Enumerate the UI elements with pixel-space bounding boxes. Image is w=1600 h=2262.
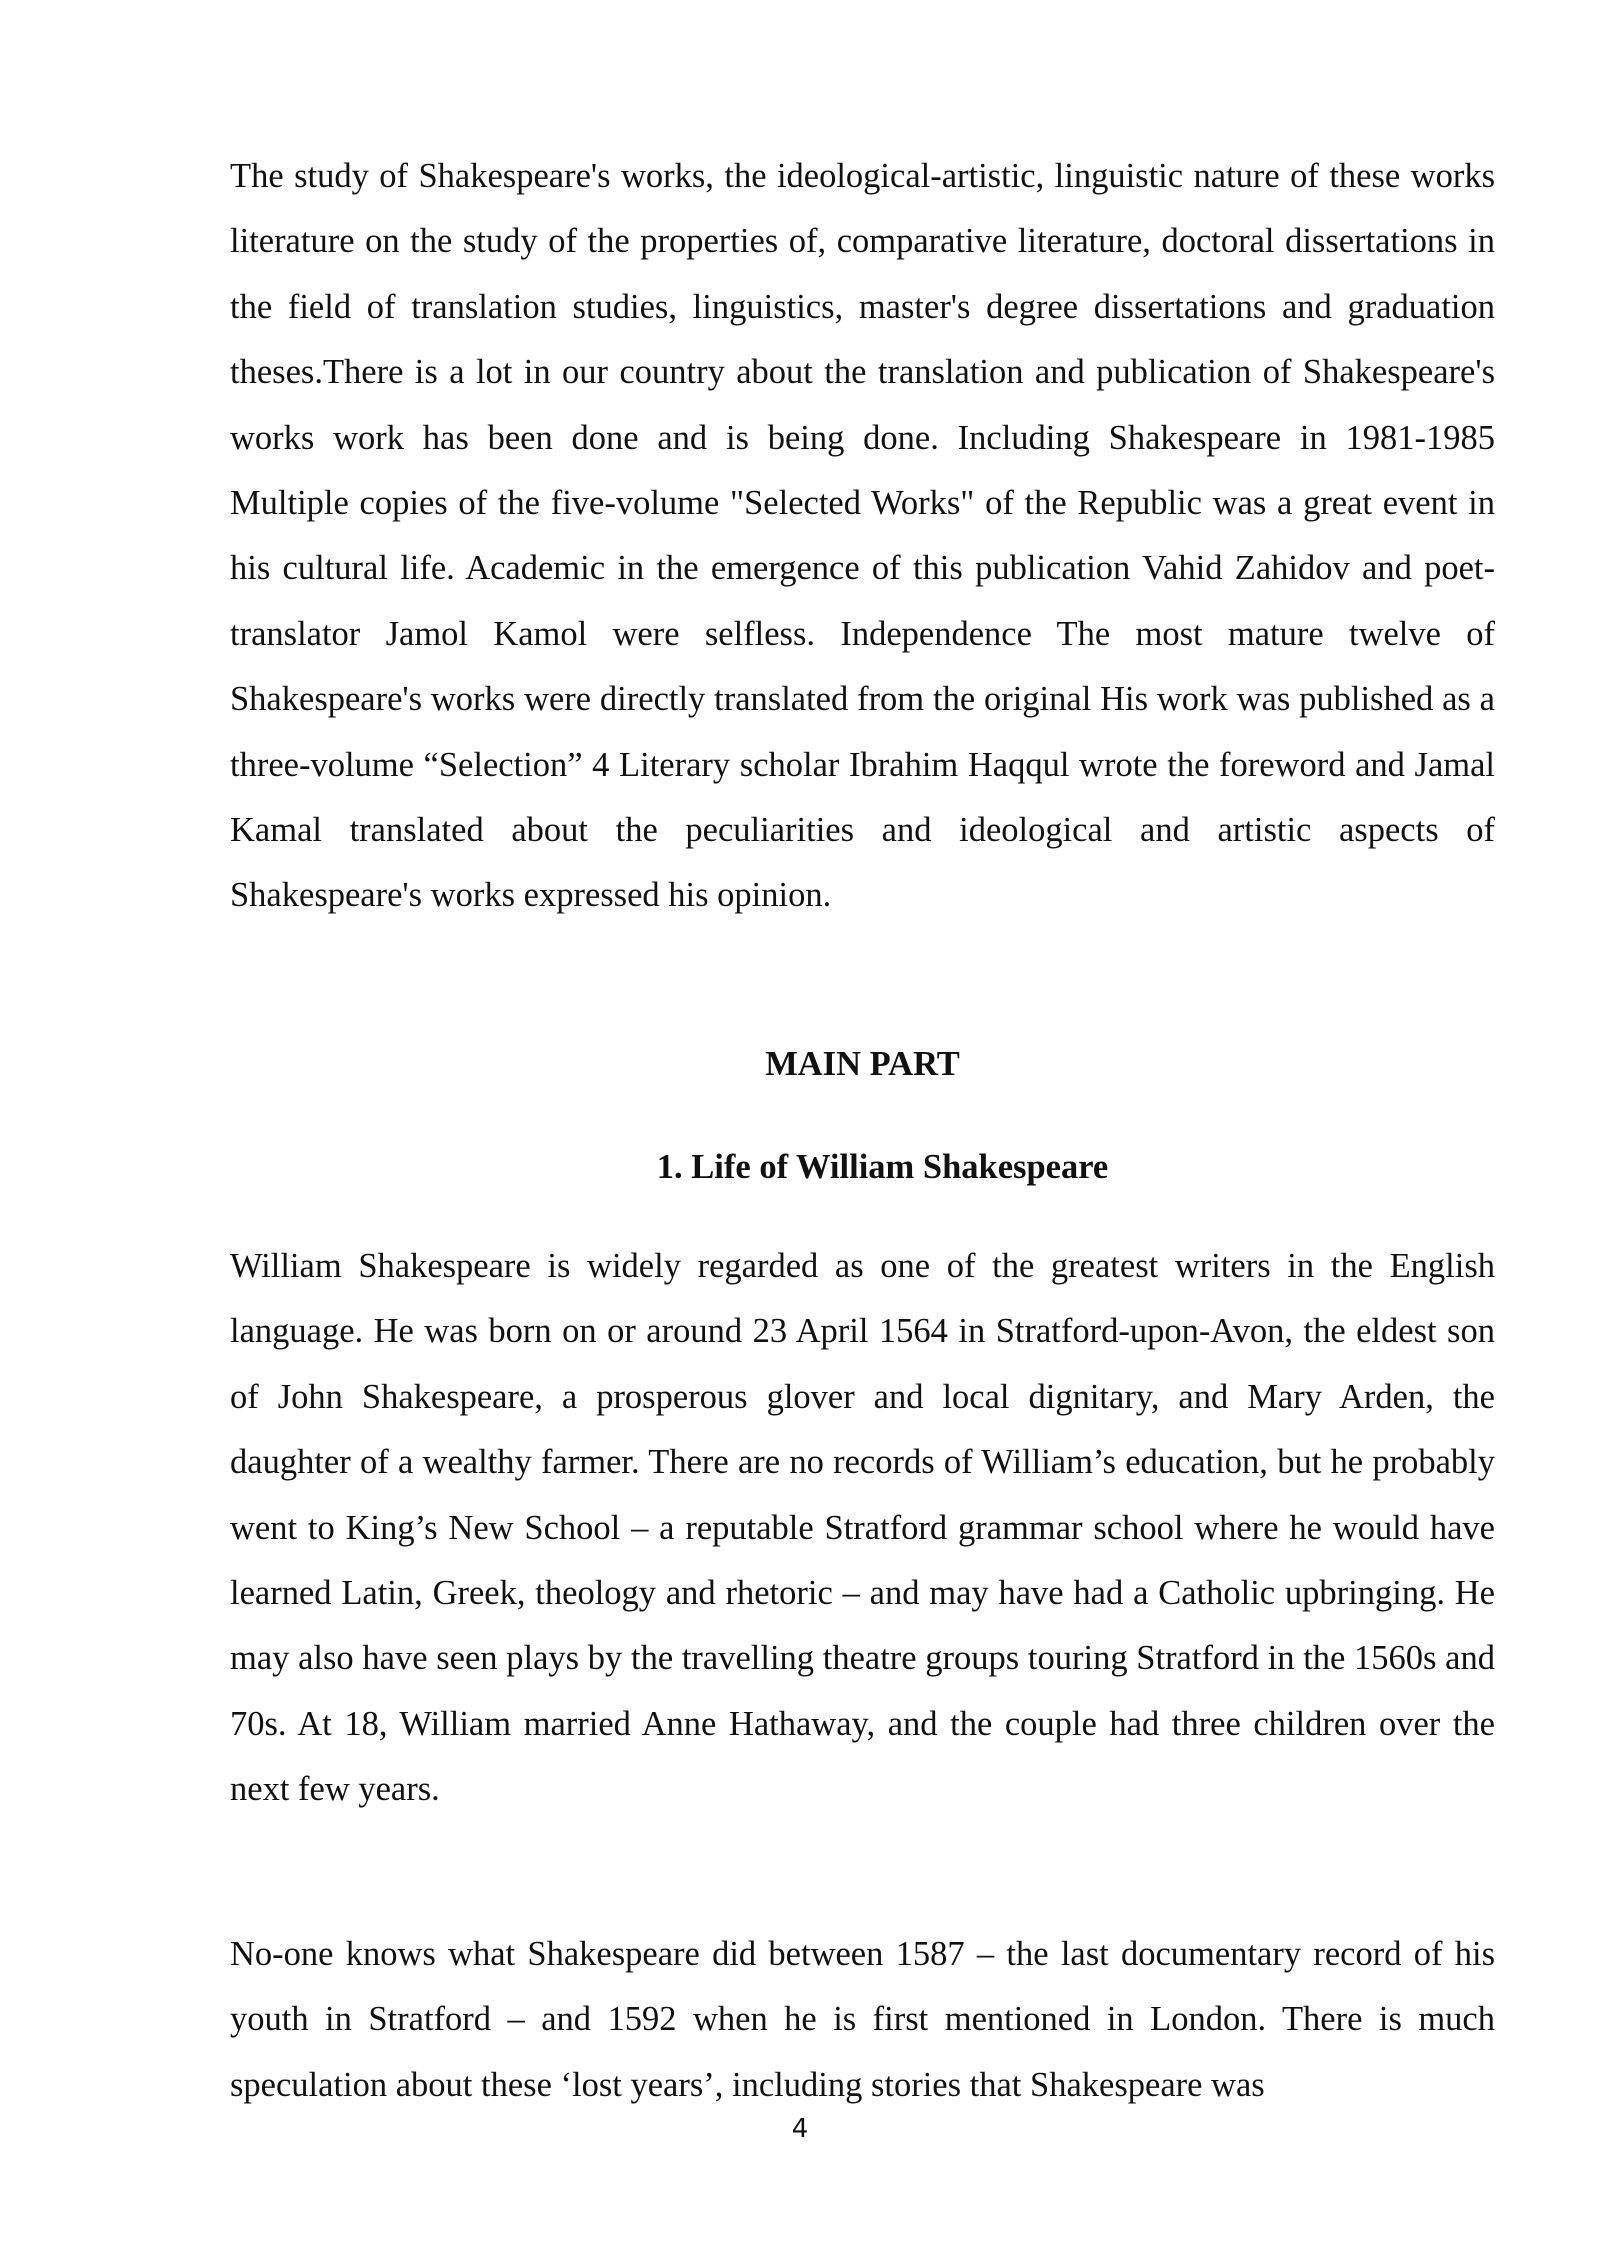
- life-paragraph: William Shakespeare is widely regarded as one of the greatest writers in the English language. He was born on or around 23 April 1564 in Stratford-upon-Avon, the eldest son of John Shakespeare, a prosperous glover and local dignitary, and Mary Arden, the daughter of a wealthy farmer. There are no records of William’s education, but he probably went to King’s New School – a reputable Stratford grammar school where he would have learned Latin, Greek, theology and rhetoric – and may have had a Catholic upbringing. He may also have seen plays by the travelling theatre groups touring Stratford in the 1560s and 70s. At 18, William married Anne Hathaway, and the couple had three children over the next few years.: [230, 1247, 1495, 1809]
- page-number: 4: [791, 2114, 809, 2144]
- section-heading: 1. Life of William Shakespeare: [656, 1148, 1109, 1186]
- lost-years-paragraph: No-one knows what Shakespeare did between 1587 – the last documentary record of his youth in Stratford – and 1592 when he is first mentioned in London. There is much speculation about these ‘lost years’, including stories that Shakespeare was: [230, 1935, 1495, 2104]
- intro-paragraph: The study of Shakespeare's works, the ideological-artistic, linguistic nature of these works literature on the study of the properties of, comparative literature, doctoral dissertations in the field of translation studies, linguistics, master's degree dissertations and graduation theses.There is a lot in our country about the translation and publication of Shakespeare's works work has been done and is being done. Including Shakespeare in 1981-1985 Multiple copies of the five-volume "Selected Works" of the Republic was a great event in his cultural life. Academic in the emergence of this publication Vahid Zahidov and poet-translator Jamol Kamol were selfless. Independence The most mature twelve of Shakespeare's works were directly translated from the original His work was published as a three-volume “Selection” 4 Literary scholar Ibrahim Haqqul wrote the foreword and Jamal Kamal translated about the peculiarities and ideological and artistic aspects of Shakespeare's works expressed his opinion.: [230, 157, 1495, 915]
- main-part-heading: MAIN PART: [765, 1045, 960, 1083]
